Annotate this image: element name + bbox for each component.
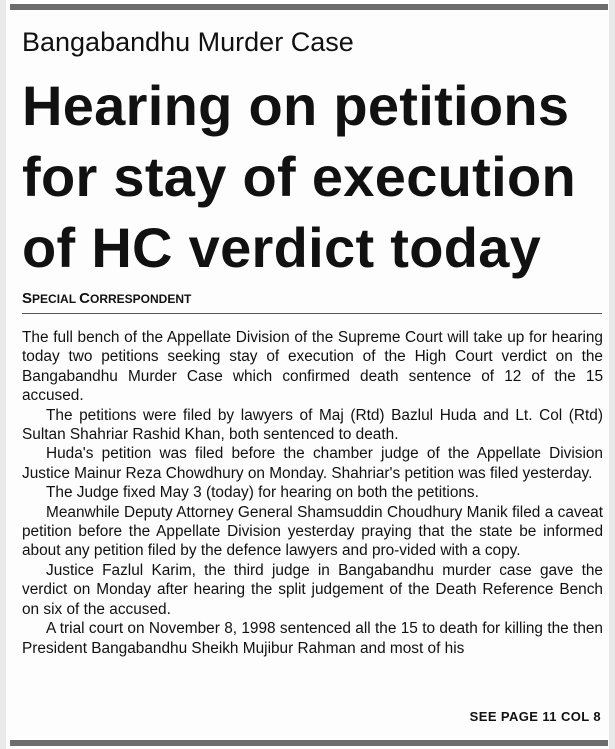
bottom-rule (10, 740, 608, 746)
paragraph: Meanwhile Deputy Attorney General Shamsuddin Choudhury Manik filed a caveat petition before the Appellate Division yesterday praying that the state be informed about any petition filed by the defence lawyers and pro-vided with a copy. (22, 503, 603, 560)
paragraph: The petitions were filed by lawyers of Maj (Rtd) Bazlul Huda and Lt. Col (Rtd) Sultan Shahriar Rashid Khan, both sentenced to death. (22, 406, 603, 444)
paragraph: A trial court on November 8, 1998 sentenced all the 15 to death for killing the then President Bangabandhu Sheikh Mujibur Rahman and most of his (22, 620, 603, 657)
paragraph: Justice Fazlul Karim, the third judge in Bangabandhu murder case gave the verdict on Monday after hearing the split judgement of the Death Reference Bench on six of the accused. (22, 561, 603, 618)
byline-cap: S (22, 290, 33, 307)
article-kicker: Bangabandhu Murder Case (22, 27, 354, 57)
byline-rule (22, 313, 602, 314)
byline (22, 290, 191, 307)
byline-cap: C (79, 290, 90, 307)
byline-small-caps: ORRESPONDENT (89, 292, 192, 306)
paragraph: Huda's petition was filed before the chamber judge of the Appellate Division Justice Mainur Reza Chowdhury on Monday. Shahriar's petition was filed yesterday. (22, 445, 603, 482)
paragraph: The full bench of the Appellate Division of the Supreme Court will take up for hearing today two petitions seeking stay of execution of the High Court verdict on the Bangabandhu Murder Case which confirmed death sentence of 12 of the 15 accused. (22, 329, 603, 405)
headline-line: of HC verdict today (22, 216, 542, 279)
article-headline (22, 70, 607, 283)
top-rule (10, 4, 608, 10)
headline-line: Hearing on petitions (22, 74, 570, 137)
headline-line: for stay of execution (22, 145, 576, 208)
continuation-note: SEE PAGE 11 COL 8 (469, 709, 601, 724)
paragraph: The Judge fixed May 3 (today) for hearing on both the petitions. (46, 484, 479, 502)
article-body (22, 328, 603, 658)
byline-small-caps: PECIAL (32, 292, 80, 306)
